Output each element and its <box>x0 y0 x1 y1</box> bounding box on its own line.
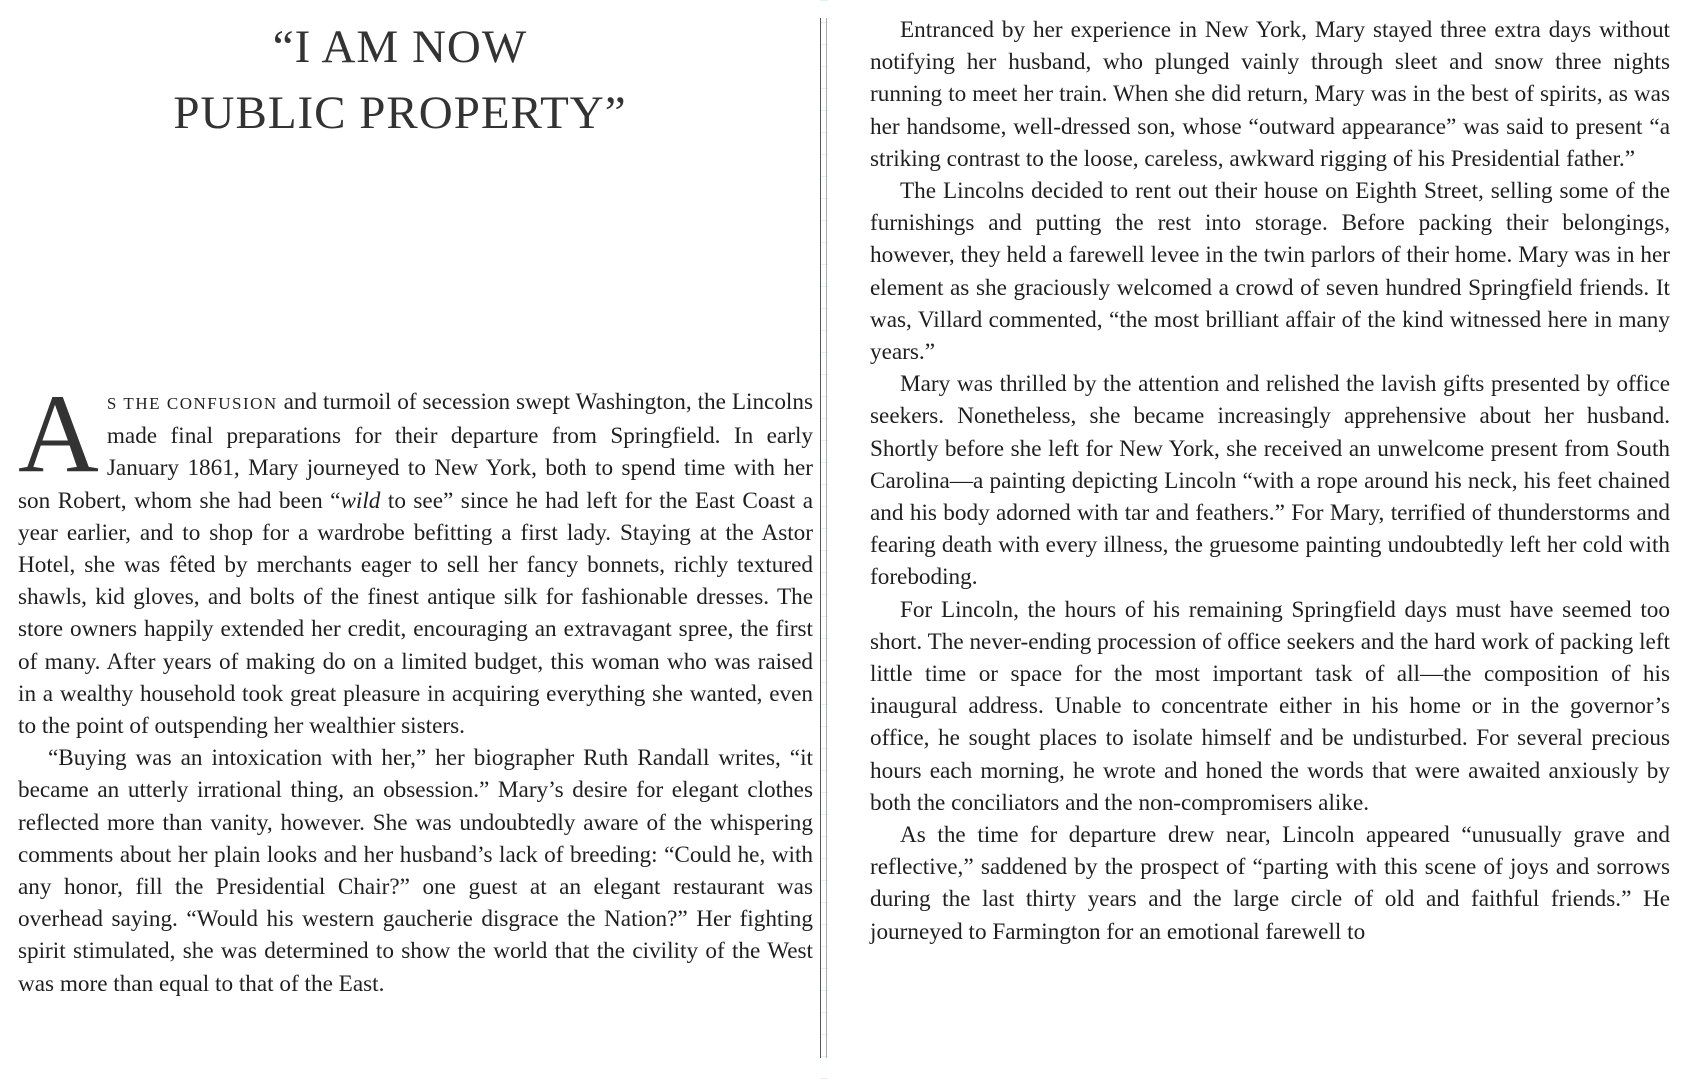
page-gutter-line <box>820 18 821 1058</box>
chapter-title-line-2: PUBLIC PROPERTY” <box>173 87 627 139</box>
right-paragraph-5: As the time for departure drew near, Lincoln appeared “unusually grave and reflective,” saddened by the prospect of “parting with this scene of joys and sorrows during the last thirty years and the large circle of old and faithful friends.” He journeyed to Farmington for an emotional farewell to <box>870 822 1670 945</box>
right-paragraph-2: The Lincolns decided to rent out their house on Eighth Street, selling some of the furnishings and putting the rest into storage. Before packing their belongings, however, they held a farewell levee in the twin parlors of their home. Mary was in her element as she graciously welcomed a crowd of seven hundred Springfield friends. It was, Villard commented, “the most brilliant affair of the kind witnessed here in many years.” <box>870 178 1670 366</box>
drop-cap: A <box>18 372 99 496</box>
chapter-title <box>60 14 740 146</box>
italic-word: wild <box>340 487 381 514</box>
lead-in-small-caps: S THE CONFUSION <box>106 394 278 413</box>
left-paragraph-1 <box>18 372 813 742</box>
right-paragraph-3: Mary was thrilled by the attention and relished the lavish gifts presented by office seekers. Nonetheless, she became increasingly apprehensive about her husband. Shortly before she left for New York, she received an unwelcome present from South Carolina—a painting depicting Lincoln “with a rope around his neck, his feet chained and his body adorned with tar and feathers.” For Mary, terrified of thunderstorms and fearing death with every illness, the gruesome painting undoubtedly left her cold with foreboding. <box>870 371 1670 591</box>
right-paragraph-4: For Lincoln, the hours of his remaining Springfield days must have seemed too short. The never-ending procession of office seekers and the hard work of packing left little time or space for the most important task of all—the composition of his inaugural address. Unable to concentrate either in his home or in the governor’s office, he sought places to isolate himself and be undisturbed. For several precious hours each morning, he wrote and honed the words that were awaited anxiously by both the conciliators and the non-compromisers alike. <box>870 596 1670 816</box>
chapter-title-line-1: “I AM NOW <box>272 21 528 73</box>
left-page <box>0 0 820 1080</box>
right-text-column <box>870 14 1670 948</box>
left-paragraph-2: “Buying was an intoxication with her,” her biographer Ruth Randall writes, “it became an utterly irrational thing, an obsession.” Mary’s desire for elegant clothes reflected more than vanity, however. She was undoubtedly aware of the whispering comments about her plain looks and her husband’s lack of breeding: “Could he, with any honor, fill the Presidential Chair?” one guest at an elegant restaurant was overhead saying. “Would his western gaucherie disgrace the Nation?” Her fighting spirit stimulated, she was determined to show the world that the civility of the West was more than equal to that of the East. <box>18 745 813 997</box>
left-text-column <box>18 372 813 1000</box>
right-paragraph-1: Entranced by her experience in New York, Mary stayed three extra days without notifying her husband, who plunged vainly through sleet and snow three nights running to meet her train. When she did return, Mary was in the best of spirits, as was her handsome, well-dressed son, whose “outward appearance” was said to present “a striking contrast to the loose, careless, awkward rigging of his Presidential father.” <box>870 17 1670 172</box>
left-paragraph-1-end: to see” since he had left for the East Coast a year earlier, and to shop for a wardrobe befitting a first lady. Staying at the Astor Hotel, she was fêted by merchants eager to sell her fancy bonnets, richly textured shawls, kid gloves, and bolts of the finest antique silk for fashionable dresses. The store owners happily extended her credit, encouraging an extravagant spree, the first of many. After years of making do on a limited budget, this woman who was raised in a wealthy household took great pleasure in acquiring everything she wanted, even to the point of outspending her wealthier sisters. <box>18 487 813 740</box>
left-paragraph-1-text: and turmoil of secession swept Washington, the Lincolns made final preparations for their departure from Springfield. In early January 1861, Mary journeyed to New York, both to spend time with her son Robert, whom she had been “ <box>18 389 813 514</box>
page-gutter-line-inner <box>826 18 827 1058</box>
